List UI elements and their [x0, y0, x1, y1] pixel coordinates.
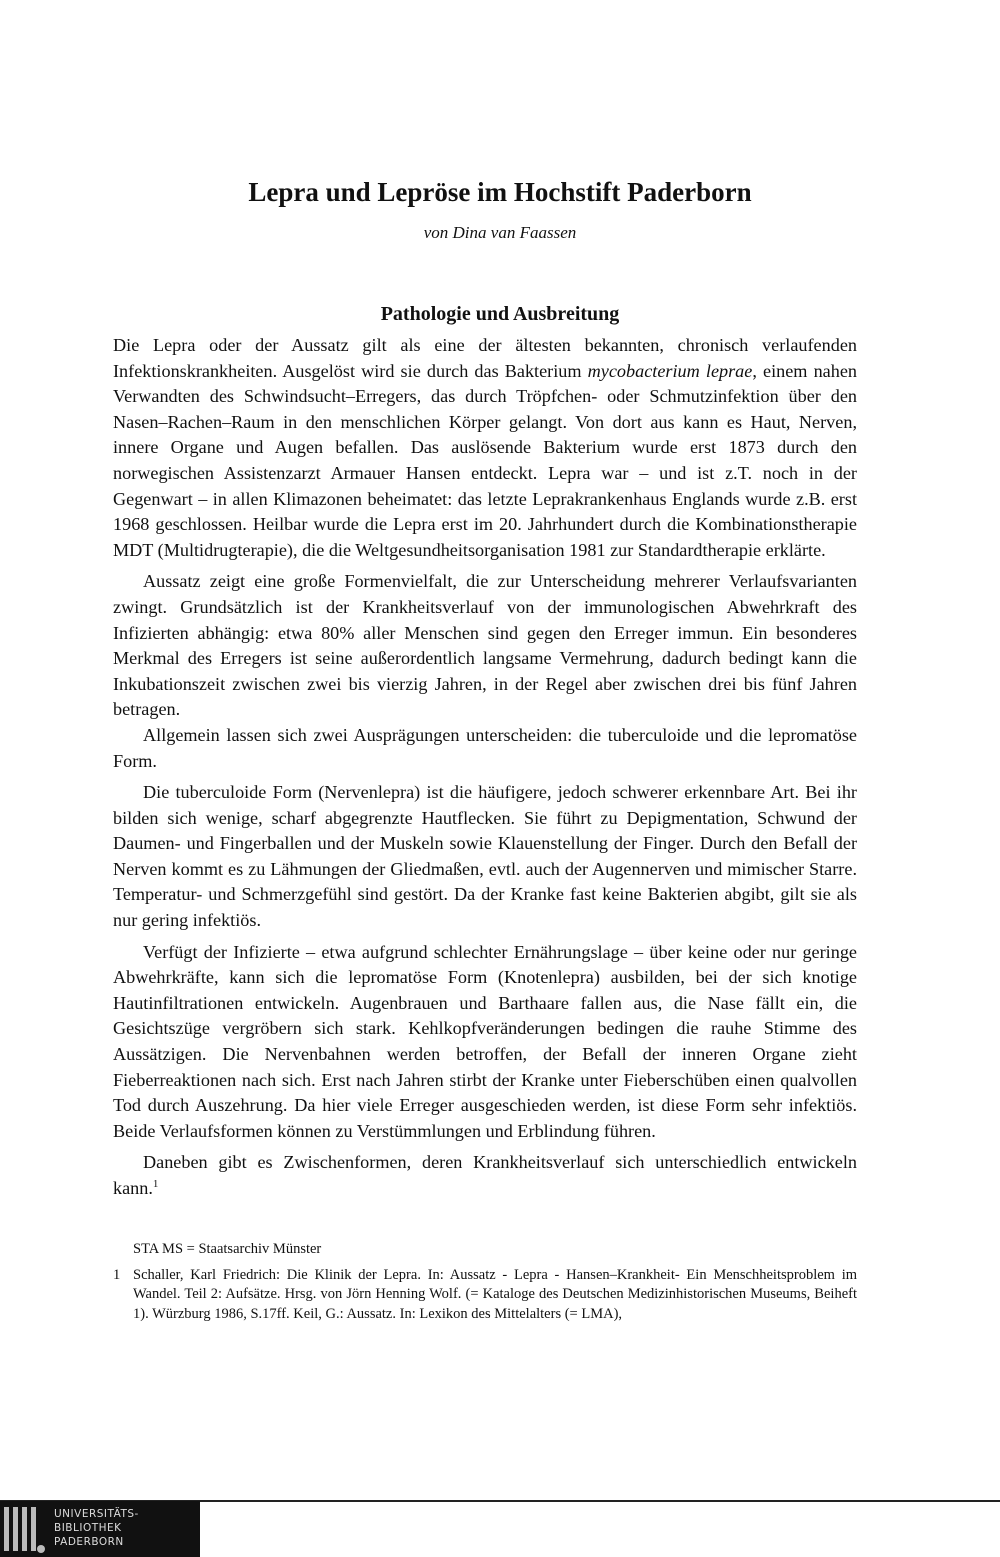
section-heading: Pathologie und Ausbreitung [380, 303, 620, 325]
paragraph [113, 940, 857, 1145]
article-title: Lepra und Lepröse im Hochstift Paderborn [248, 177, 752, 207]
paragraph [113, 569, 857, 723]
library-logo-line: PADERBORN [54, 1536, 124, 1548]
text-run: Die Lepra oder der Aussatz gilt als eine der ältesten bekannten, chronisch verlaufenden Infektionskrankheiten. Ausgelöst wird sie durch das Bakterium [113, 335, 857, 381]
paragraph [113, 1150, 857, 1201]
paragraph [113, 780, 857, 934]
paragraph [113, 333, 857, 563]
footnote [113, 1266, 857, 1325]
footnote-number: 1 [113, 1266, 121, 1283]
text-run: Verfügt der Infizierte – etwa aufgrund schlechter Ernährungslage – über keine oder nur geringe Abwehrkräfte, kann sich die lepromatöse Form (Knotenlepra) ausbilden, bei der sich knotige Hautinfiltrationen entwickeln. Augenbrauen und Barthaare fallen aus, die Nase fällt ein, die Gesichtszüge vergröbern sich stark. Kehlkopfveränderungen bedingen die rauhe Stimme des Aussätzigen. Die Nervenbahnen werden betroffen, der Befall der inneren Organe zieht Fieberreaktionen nach sich. Erst nach Jahren stirbt der Kranke unter Fieberschüben einen qualvollen Tod durch Auszehrung. Da hier viele Erreger ausgeschieden werden, ist diese Form sehr infektiös. Beide Verlaufsformen können zu Verstümmlungen und Erblindung führen. [113, 941, 857, 1141]
text-run: Allgemein lassen sich zwei Ausprägungen unterscheiden: die tuberculoide und die lepromatöse Form. [113, 724, 857, 771]
footnotes [113, 1240, 857, 1324]
library-logo [0, 1501, 200, 1557]
text-run: , einem nahen Verwandten des Schwindsucht–Erregers, das durch Tröpfchen- oder Schmutzinfektion über den Nasen–Rachen–Raum in den menschlichen Körper gelangt. Von dort aus kann es Haut, Nerven, innere Organe und Augen befallen. Das auslösende Bakterium wurde erst 1873 durch den norwegischen Assistenzarzt Armauer Hansen entdeckt. Lepra war – und ist z.T. noch in der Gegenwart – in allen Klimazonen beheimatet: das letzte Leprakrankenhaus Englands wurde z.B. erst 1968 geschlossen. Heilbar wurde die Lepra erst im 20. Jahrhundert durch die Kombinationstherapie MDT (Multidrugterapie), die die Weltgesundheitsorganisation 1981 zur Standardtherapie erklärte. [113, 360, 857, 560]
library-logo-icon [4, 1507, 44, 1551]
footnote-text: Schaller, Karl Friedrich: Die Klinik der Lepra. In: Aussatz - Lepra - Hansen–Krankheit- Ein Menschheitsproblem im Wandel. Teil 2: Aufsätze. Hrsg. von Jörn Henning Wolf. (= Kataloge des Deutschen Medizinhistorischen Museums, Beiheft 1). Würzburg 1986, S.17ff. Keil, G.: Aussatz. In: Lexikon des Mittelalters (= LMA), [133, 1266, 857, 1322]
library-logo-dot-icon [37, 1545, 45, 1553]
paragraph [113, 723, 857, 774]
text-run: Aussatz zeigt eine große Formenvielfalt, die zur Unterscheidung mehrerer Verlaufsvarianten zwingt. Grundsätzlich ist der Krankheitsverlauf von der immunologischen Abwehrkraft des Infizierten abhängig: etwa 80% aller Menschen sind gegen den Erreger immun. Ein besonderes Merkmal des Erregers ist seine außerordentlich langsame Vermehrung, dadurch bedingt kann die Inkubationszeit zwischen zwei bis vierzig Jahren, in der Regel aber zwischen drei bis fünf Jahren betragen. [113, 571, 857, 720]
abbreviation-note: STA MS = Staatsarchiv Münster [133, 1241, 322, 1257]
library-logo-line: UNIVERSITÄTS- [54, 1508, 139, 1520]
italic-term: mycobacterium leprae [587, 360, 753, 381]
text-run: Die tuberculoide Form (Nervenlepra) ist die häufigere, jedoch schwerer erkennbare Art. Bei ihr bilden sich wenige, scharf abgegrenzte Hautflecken. Sie führt zu Depigmentation, Schwund der Daumen- und Fingerballen und der Muskeln sowie Klauenstellung der Finger. Durch den Befall der Nerven kommt es zu Lähmungen der Gliedmaßen, evtl. auch der Augennerven und mimischer Starre. Temperatur- und Schmerzgefühl sind gestört. Da der Kranke fast keine Bakterien abgibt, gilt sie als nur gering infektiös. [113, 782, 857, 931]
footnote-reference: 1 [152, 1177, 159, 1190]
text-run: Daneben gibt es Zwischenformen, deren Krankheitsverlauf sich unterschiedlich entwickeln kann. [113, 1152, 857, 1198]
library-logo-line: BIBLIOTHEK [54, 1522, 122, 1534]
article-byline: von Dina van Faassen [423, 223, 577, 242]
library-logo-text [54, 1507, 139, 1549]
article-body [113, 333, 857, 1202]
